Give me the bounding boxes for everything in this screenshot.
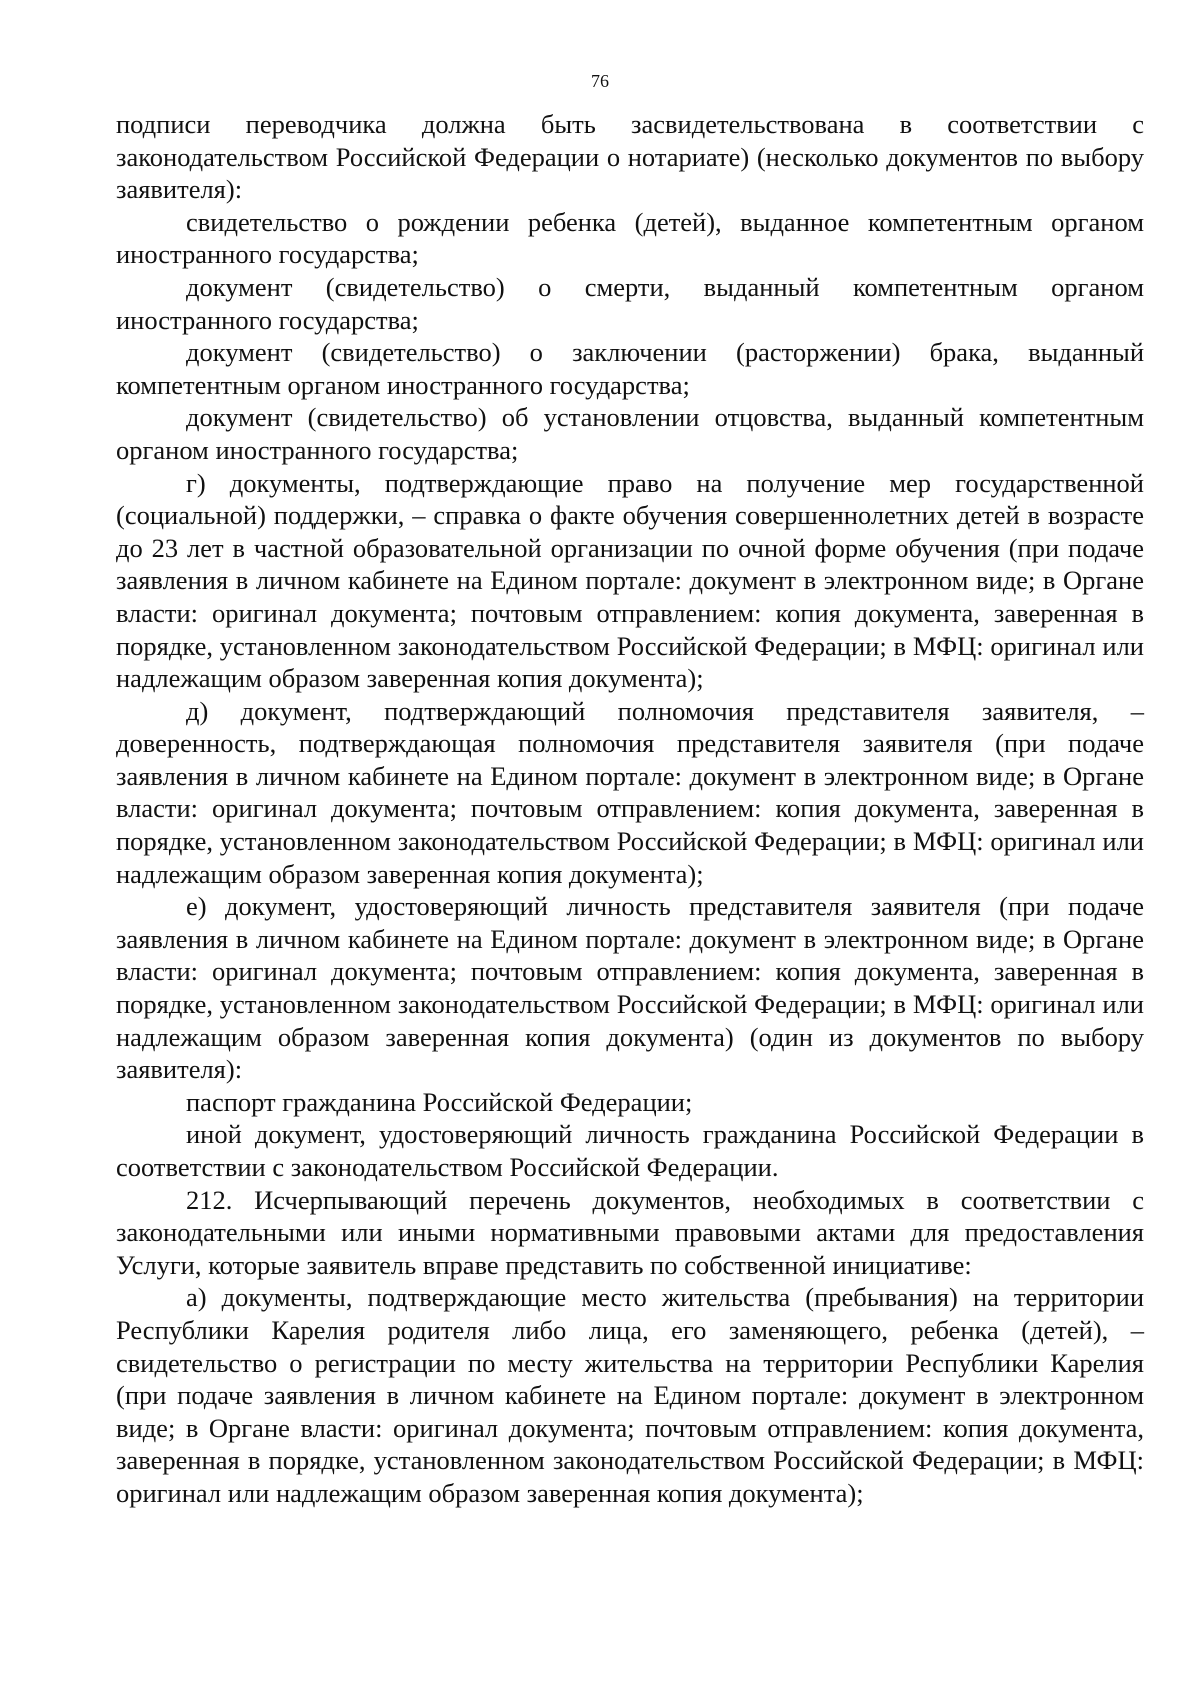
paragraph: д) документ, подтверждающий полномочия представителя заявителя, – доверенность, подтверждающая полномочия представителя заявителя (при подаче заявления в личном кабинете на Едином портале: документ в электронном виде; в Органе власти: оригинал документа; почтовым отправлением: копия документа, заверенная в порядке, установленном законодательством Российской Федерации; в МФЦ: оригинал или надлежащим образом заверенная копия документа);	[116, 695, 1144, 889]
paragraph: документ (свидетельство) о заключении (расторжении) брака, выданный компетентным органом иностранного государства;	[116, 337, 1144, 400]
paragraph: документ (свидетельство) об установлении отцовства, выданный компетентным органом иностранного государства;	[116, 402, 1144, 465]
paragraph: документ (свидетельство) о смерти, выданный компетентным органом иностранного государства;	[116, 271, 1144, 335]
paragraph: 212. Исчерпывающий перечень документов, необходимых в соответствии с законодательными или иными нормативными правовыми актами для предоставления Услуги, которые заявитель вправе представить по собственной инициативе:	[116, 1184, 1144, 1280]
paragraph: паспорт гражданина Российской Федерации;	[186, 1086, 693, 1117]
paragraph: а) документы, подтверждающие место жительства (пребывания) на территории Республики Карелия родителя либо лица, его заменяющего, ребенка (детей), – свидетельство о регистрации по месту жительства на территории Республики Карелия (при подаче заявления в личном кабинете на Едином портале: документ в электронном виде; в Органе власти: оригинал документа; почтовым отправлением: копия документа, заверенная в порядке, установленном законодательством Российской Федерации; в МФЦ: оригинал или надлежащим образом заверенная копия документа);	[116, 1282, 1144, 1508]
paragraph: г) документы, подтверждающие право на получение мер государственной (социальной) поддержки, – справка о факте обучения совершеннолетних детей в возрасте до 23 лет в частной образовательной организации по очной форме обучения (при подаче заявления в личном кабинете на Едином портале: документ в электронном виде; в Органе власти: оригинал документа; почтовым отправлением: копия документа, заверенная в порядке, установленном законодательством Российской Федерации; в МФЦ: оригинал или надлежащим образом заверенная копия документа);	[116, 467, 1144, 694]
paragraph: подписи переводчика должна быть засвидетельствована в соответствии с законодательством Российской Федерации о нотариате) (несколько документов по выбору заявителя):	[116, 109, 1144, 205]
paragraph: иной документ, удостоверяющий личность гражданина Российской Федерации в соответствии с законодательством Российской Федерации.	[116, 1119, 1144, 1182]
paragraph: свидетельство о рождении ребенка (детей), выданное компетентным органом иностранного государства;	[116, 206, 1144, 270]
document-body	[116, 108, 1144, 1510]
page-number: 76	[591, 71, 609, 91]
paragraph: е) документ, удостоверяющий личность представителя заявителя (при подаче заявления в личном кабинете на Едином портале: документ в электронном виде; в Органе власти: оригинал документа; почтовым отправлением: копия документа, заверенная в порядке, установленном законодательством Российской Федерации; в МФЦ: оригинал или надлежащим образом заверенная копия документа) (один из документов по выбору заявителя):	[116, 891, 1144, 1085]
